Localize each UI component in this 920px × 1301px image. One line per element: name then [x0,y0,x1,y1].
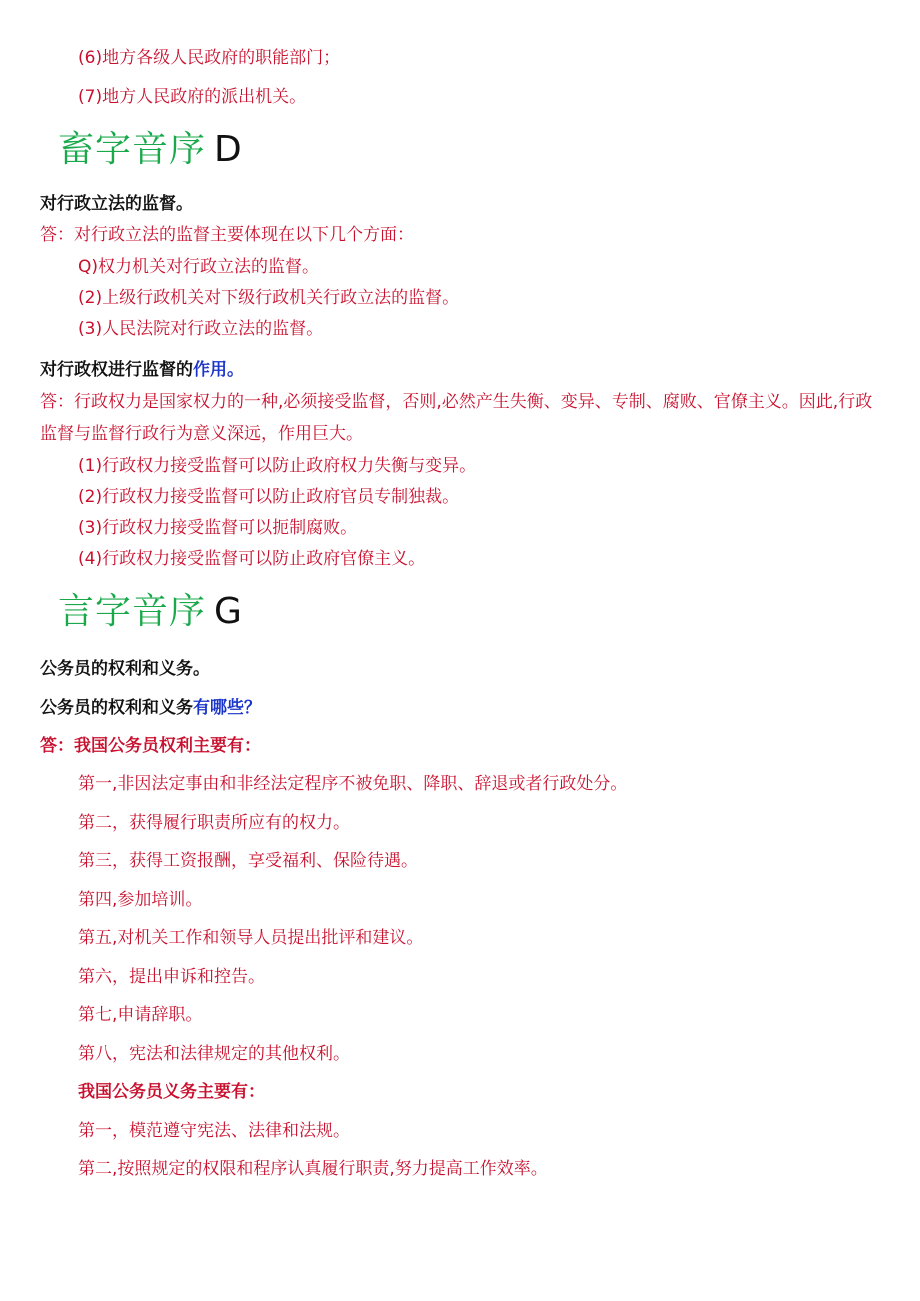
list-item: (3)人民法院对行政立法的监督。 [78,319,324,339]
answer-heading: 答：我国公务员权利主要有： [40,736,261,756]
list-item: 第二，获得履行职责所应有的权力。 [78,813,350,833]
list-item: 第二,按照规定的权限和程序认真履行职责,努力提高工作效率。 [78,1159,548,1179]
list-item: 第三，获得工资报酬，享受福利、保险待遇。 [78,851,418,871]
heading-text: 言字音序 [58,591,207,632]
list-item: (6)地方各级人民政府的职能部门； [78,48,341,68]
answer-text: 答：对行政立法的监督主要体现在以下几个方面： [40,225,414,245]
list-item: 第四,参加培训。 [78,890,203,910]
list-item: 第七,申请辞职。 [78,1005,203,1025]
list-item: (7)地方人民政府的派出机关。 [78,87,307,107]
duties-heading: 我国公务员义务主要有： [78,1082,265,1102]
section-heading-g [58,590,243,634]
list-item: (1)行政权力接受监督可以防止政府权力失衡与变异。 [78,456,477,476]
answer-text: 答：行政权力是国家权力的一种,必须接受监督，否则,必然产生失衡、变异、专制、腐败、官僚主义。因此,行政监督与监督行政行为意义深远，作用巨大。 [40,392,873,444]
list-item: (2)上级行政机关对下级行政机关行政立法的监督。 [78,288,460,308]
heading-letter: D [214,129,243,170]
list-item: (3)行政权力接受监督可以扼制腐败。 [78,518,358,538]
question-title: 公务员的权利和义务。 [40,659,210,679]
list-item: 第一，模范遵守宪法、法律和法规。 [78,1121,350,1141]
question-subtitle [40,697,261,719]
heading-text: 畜字音序 [58,129,207,170]
section-heading-d [58,128,243,172]
question-subtitle-highlight: 有哪些？ [193,698,261,718]
list-item: Q)权力机关对行政立法的监督。 [78,257,320,277]
list-item: 第六，提出申诉和控告。 [78,967,265,987]
list-item: 第八，宪法和法律规定的其他权利。 [78,1044,350,1064]
question-title-main: 对行政权进行监督的 [40,360,193,380]
question-title [40,359,244,381]
list-item: (2)行政权力接受监督可以防止政府官员专制独裁。 [78,487,460,507]
question-title-highlight: 作用。 [193,360,244,380]
list-item: 第一,非因法定事由和非经法定程序不被免职、降职、辞退或者行政处分。 [78,774,628,794]
heading-letter: G [214,591,243,632]
list-item: 第五,对机关工作和领导人员提出批评和建议。 [78,928,424,948]
question-title: 对行政立法的监督。 [40,194,193,214]
question-subtitle-main: 公务员的权利和义务 [40,698,193,718]
list-item: (4)行政权力接受监督可以防止政府官僚主义。 [78,549,426,569]
